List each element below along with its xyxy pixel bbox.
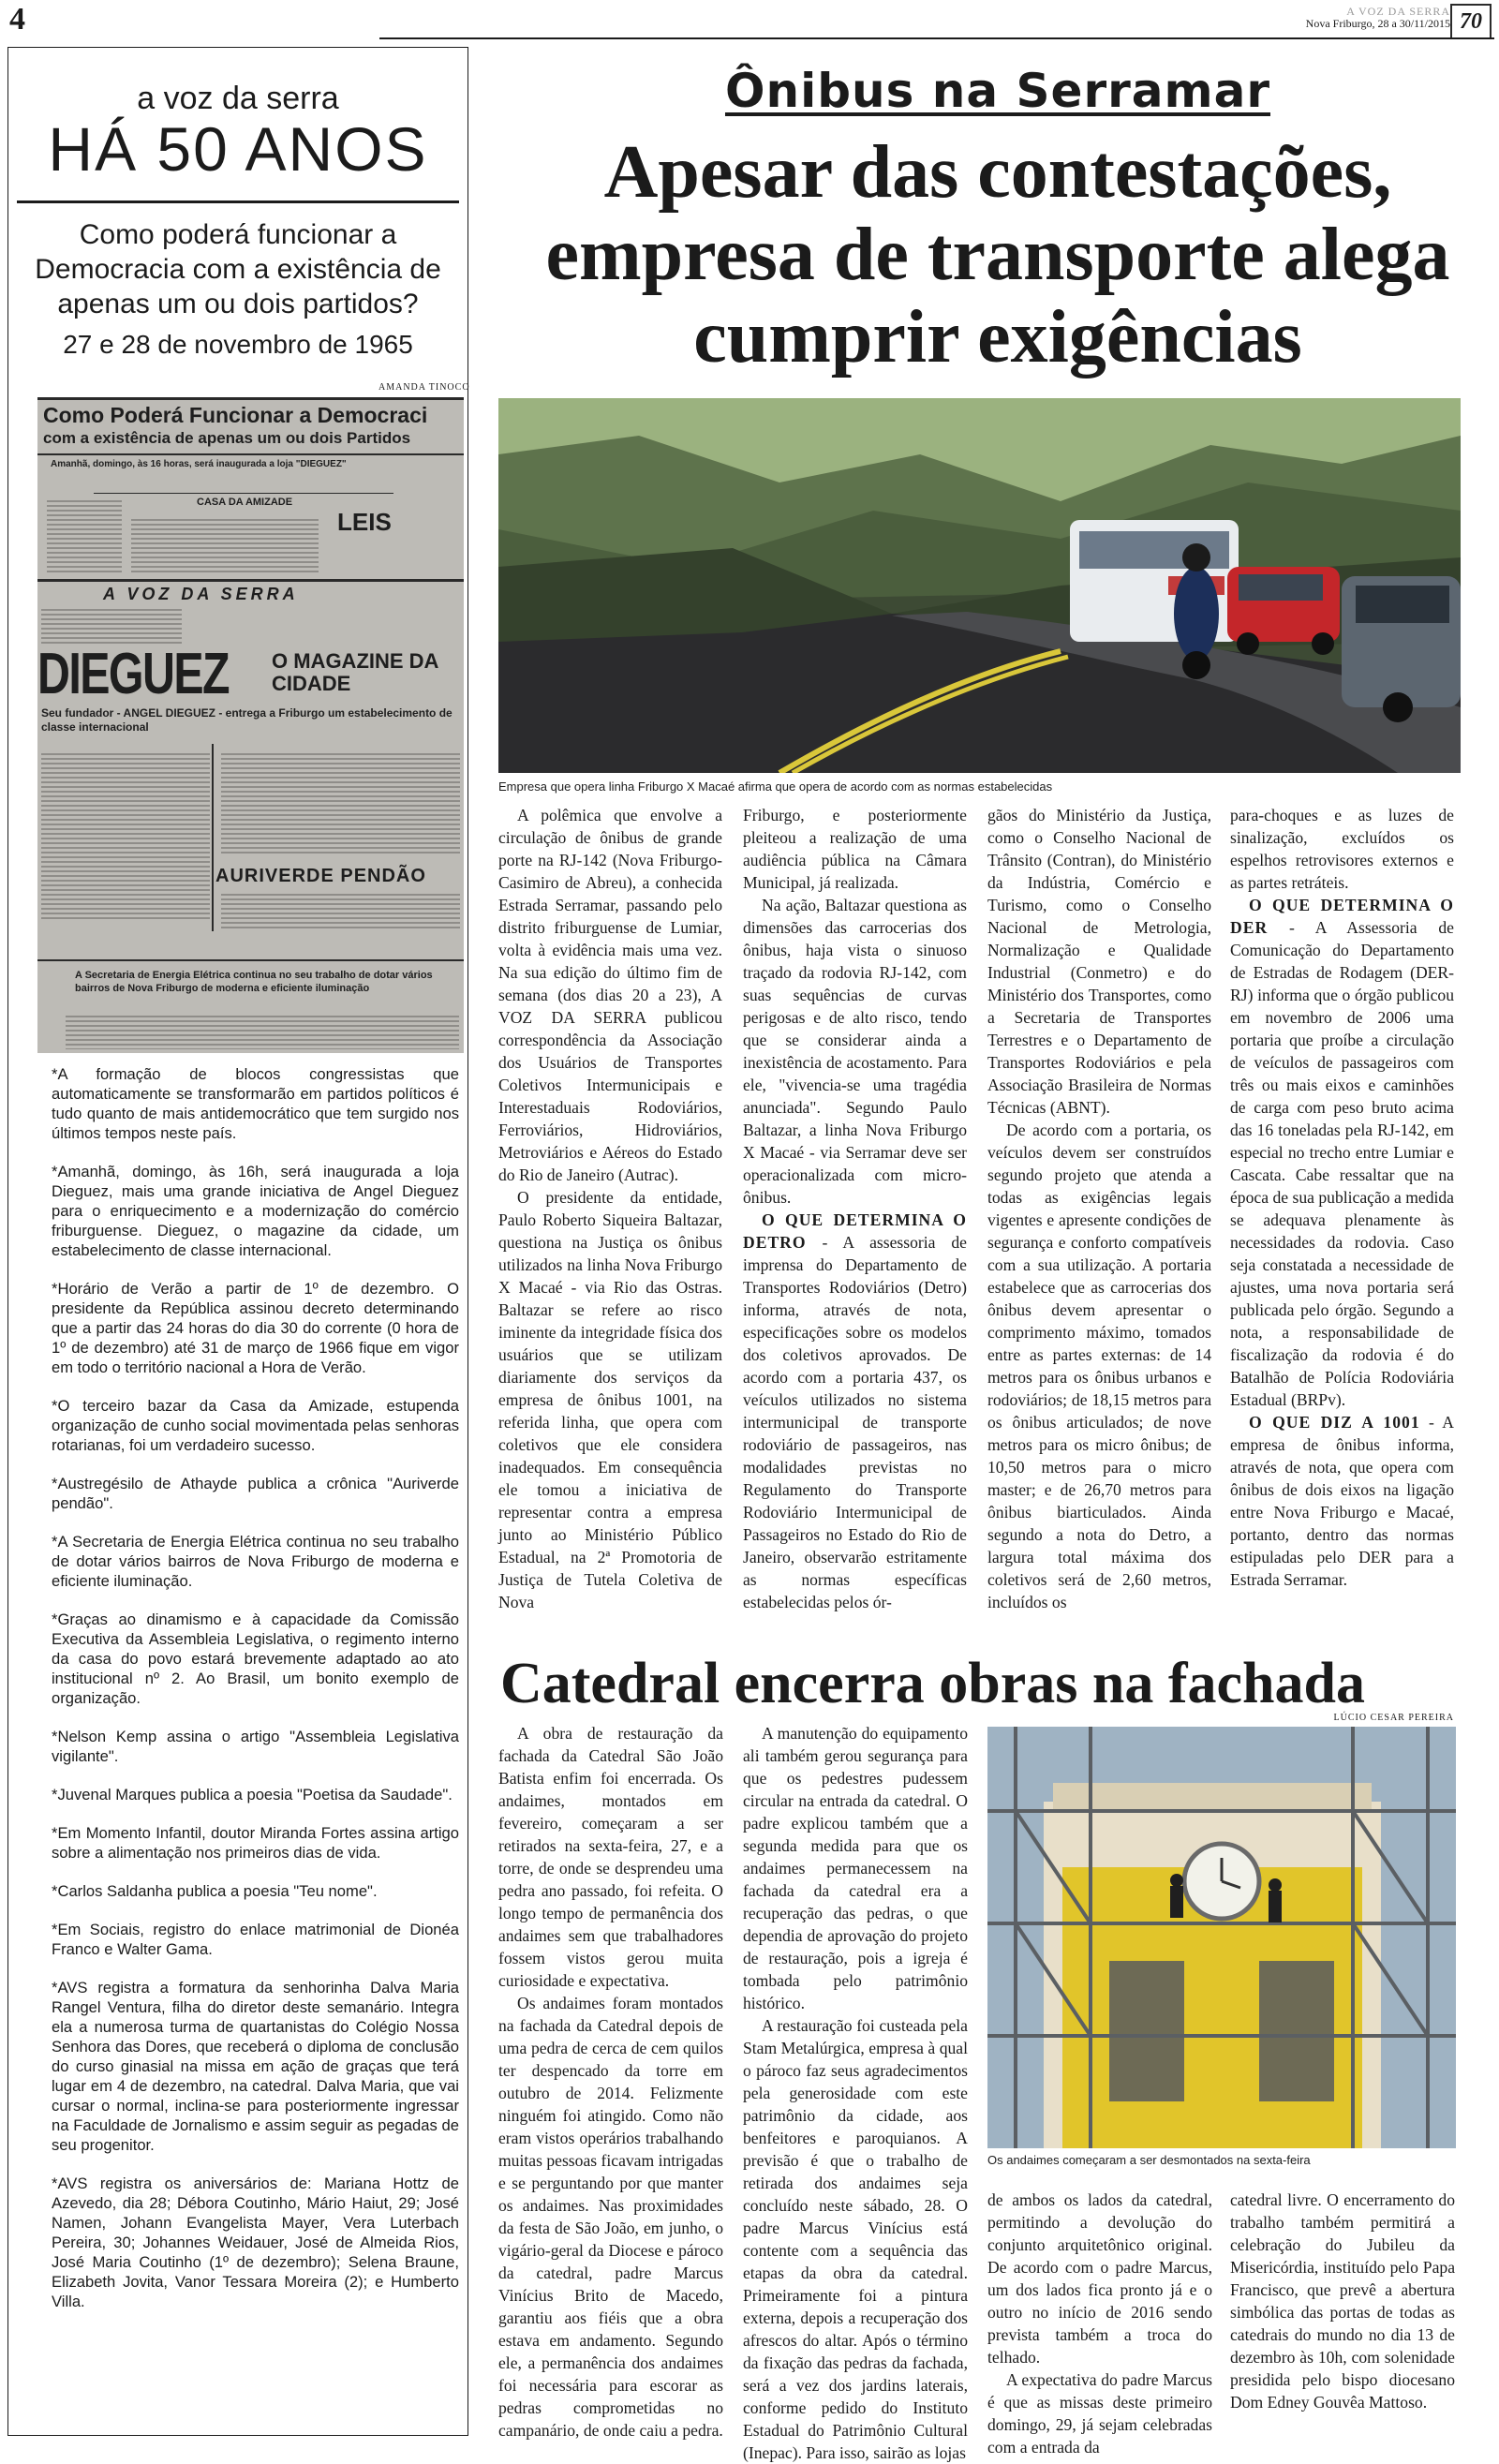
masthead-dateline: Nova Friburgo, 28 a 30/11/2015: [1305, 17, 1450, 30]
story1-headline: Apesar das contestações, empresa de transporte alega cumprir exigências: [545, 131, 1450, 379]
story1-paragraph: - A Assessoria de Comunicação do Departamento de Estradas de Rodagem (DER-RJ) informa que o órgão publicou em novembro de 2006 uma portaria que proíbe a circulação de veículos de passageiros com três ou mais eixos e caminhões de carga com peso bruto acima das 16 toneladas pela RJ-142, em especial no trecho entre Lumiar e Cascata. Cabe ressaltar que na época de sua publicação a medida se adequava plenamente às necessidades da rodovia. Caso seja constatada a necessidade de ajustes, uma nova portaria será publicada pelo órgão. Segundo a nota, a responsabilidade de fiscalização da rodovia é do Batalhão de Polícia Rodoviária Estadual (BRPv).: [1230, 918, 1454, 1409]
sidebar-note: *Carlos Saldanha publica a poesia "Teu nome".: [52, 1882, 378, 1900]
sidebar-note: *Austregésilo de Athayde publica a crônica "Auriverde pendão".: [52, 1475, 459, 1512]
sidebar-note: *Amanhã, domingo, às 16h, será inaugurada a loja Dieguez, mais uma grande iniciativa de Angel Dieguez para o enriquecimento e a modernização do comércio friburguense. Dieguez, o magazine da cidade, um estabelecimento de classe internacional.: [52, 1163, 459, 1259]
sidebar-title: HÁ 50 ANOS: [48, 114, 428, 184]
sidebar-note: *A formação de blocos congressistas que automaticamente se transformarão em partidos políticos é tudo quanto de mais antidemocrático que tem surgido nos últimos tempos neste país.: [52, 1065, 459, 1142]
story2-paragraph: A obra de restauração da fachada da Catedral São João Batista enfim foi encerrada. Os andaimes, montados em fevereiro, começaram a ser retirados na sexta-feira, 27, e a torre, de onde se desprendeu uma pedra ano passado, foi refeita. O longo tempo de permanência dos andaimes sem que trabalhadores fossem vistos gerou muita curiosidade e expectativa.: [498, 1724, 723, 1990]
clip-dieguez: DIEGUEZ: [37, 642, 230, 706]
clip-casa: CASA DA AMIZADE: [197, 497, 293, 508]
sidebar-note: *Nelson Kemp assina o artigo "Assembleia Legislativa vigilante".: [52, 1728, 459, 1765]
sidebar-kicker: a voz da serra: [137, 81, 339, 116]
story2-headline: Catedral encerra obras na fachada: [500, 1652, 1365, 1715]
subhead-detro: O QUE DETERMINA O DETRO: [743, 1210, 967, 1252]
story2-photo-credit: LÚCIO CESAR PEREIRA: [1333, 1713, 1454, 1723]
sidebar-note: *Em Momento Infantil, doutor Miranda Fortes assina artigo sobre a alimentação nos primeiros dias de vida.: [52, 1824, 459, 1862]
sidebar-date: 27 e 28 de novembro de 1965: [63, 330, 413, 359]
story1-column-2: [743, 804, 967, 1613]
sidebar-rule: [17, 200, 459, 203]
sidebar-headline: Como poderá funcionar a Democracia com a existência de apenas um ou dois partidos?: [35, 219, 441, 319]
clip-pendao: AURIVERDE PENDÃO: [215, 866, 426, 886]
sidebar-photo-credit: AMANDA TINOCO: [378, 382, 470, 393]
anniversary-logo: 70: [1450, 4, 1492, 39]
story2-paragraph: Os andaimes foram montados na fachada da Catedral depois de uma pedra de cerca de cem quilos ter despencado da torre em outubro de 2014. Felizmente ninguém foi atingido. Como não eram vistos operários trabalhando muitas pessoas ficavam intrigadas e se perguntando por que manter os andaimes. Nas proximidades da festa de São João, em junho, o vigário-geral da Diocese e pároco da catedral, padre Marcus Vinícius Brito de Macedo, garantiu aos fiéis que a obra estava em andamento. Segundo ele, a permanência dos andaimes foi necessária para escorar as pedras comprometidas no campanário, de onde caiu a pedra.: [498, 1994, 723, 2440]
sidebar-note: *AVS registra a formatura da senhorinha Dalva Maria Rangel Ventura, filha do diretor deste semanário. Integra ela a numerosa turma de quartanistas do Colégio Nossa Senhora das Dores, que receberá o diploma de conclusão do curso ginasial na missa em ação de graças que terá lugar em 4 de dezembro, na catedral. Dalva Maria, que vai cursar o normal, inclina-se para posteriormente ingressar na Faculdade de Jornalismo e assim seguir as pegadas de seu progenitor.: [52, 1979, 459, 2154]
story1-photo-caption: Empresa que opera linha Friburgo X Macaé afirma que opera de acordo com as normas estabelecidas: [498, 779, 1053, 794]
story2-paragraph: A manutenção do equipamento ali também gerou segurança para que os pedestres pudessem circular na entrada da catedral. O padre explicou também que a segunda medida para que os andaimes permanecessem na fachada da catedral era a recuperação das pedras, o que dependia de aprovação do projeto de restauração, pois a igreja é tombada pelo patrimônio histórico.: [743, 1724, 968, 2012]
story1-paragraph: para-choques e as luzes de sinalização, excluídos os espelhos retrovisores externos e as partes retráteis.: [1230, 806, 1454, 892]
story1-paragraph: A polêmica que envolve a circulação de ônibus de grande porte na RJ-142 (Nova Friburgo-Casimiro de Abreu), a conhecida Estrada Serramar, passando pelo distrito friburguense de Lumiar, volta à evidência mais uma vez. Na sua edição do último fim de semana (dos dias 20 a 23), A VOZ DA SERRA publicou correspondência da Associação dos Usuários de Transportes Coletivos Intermunicipais e Interestaduais Rodoviários, Ferroviários, Hidroviários, Metroviários e Aéreos do Estado do Rio de Janeiro (Autrac).: [498, 806, 722, 1184]
story2-column-1: [498, 1722, 723, 2442]
clip-founder: Seu fundador - ANGEL DIEGUEZ - entrega a Friburgo um estabelecimento de classe internacional: [41, 706, 453, 734]
story2-paragraph: catedral livre. O encerramento do trabalho também permitirá a celebração do Jubileu da Misericórdia, instituído pelo Papa Francisco, que prevê a abertura simbólica das portas de todas as catedrais do mundo no dia 13 de dezembro às 10h, com solenidade presidida pelo bispo diocesano Dom Edney Gouvêa Mattoso.: [1230, 2190, 1455, 2412]
story1-paragraph: Friburgo, e posteriormente pleiteou a realização de uma audiência pública na Câmara Municipal, já realizada.: [743, 806, 967, 892]
story1-column-4: [1230, 804, 1454, 1591]
cathedral-scaffold-photo: [987, 1727, 1456, 2148]
story2-column-4: [1230, 2189, 1455, 2413]
clip-headline-2: com a existência de apenas um ou dois Partidos: [43, 429, 411, 447]
sidebar-note: *Em Sociais, registro do enlace matrimonial de Dionéa Franco e Walter Gama.: [52, 1921, 459, 1958]
subhead-1001: O QUE DIZ A 1001: [1249, 1413, 1420, 1432]
story2-paragraph: A restauração foi custeada pela Stam Metalúrgica, empresa à qual o pároco faz seus agradecimentos pela generosidade com este patrimônio da cidade, aos benfeitores e paroquianos. A previsão é que o trabalho de retirada dos andaimes seja concluído neste sábado, 28. O padre Marcus Vinícius está contente com a sequência das etapas da obra da catedral. Primeiramente foi a pintura externa, depois a recuperação dos afrescos do altar. Após o término da fixação das pedras da fachada, será a vez dos jardins laterais, conforme pedido do Instituto Estadual do Patrimônio Cultural (Inepac). Para isso, sairão as lojas: [743, 2016, 968, 2462]
clip-subhead: Amanhã, domingo, às 16 horas, será inaugurada a loja "DIEGUEZ": [51, 459, 347, 469]
sidebar-note: *Horário de Verão a partir de 1º de dezembro. O presidente da República assinou decreto determinando que a partir das 24 horas do dia 30 do corrente (0 hora de 1º de dezembro) até 31 de março de 1966 fique em vigor em todo o território nacional a Hora de Verão.: [52, 1280, 459, 1376]
sidebar-notes: [52, 1064, 459, 2330]
story1-paragraph: gãos do Ministério da Justiça, como o Conselho Nacional de Trânsito (Contran), do Ministério da Indústria, Comércio e Turismo, como o Conselho Nacional de Metrologia, Normalização e Qualidade Industrial (Conmetro) e do Ministério dos Transportes, como a Secretaria de Transportes Terrestres e o Departamento de Transportes Rodoviários e pela Associação Brasileira de Normas Técnicas (ABNT).: [987, 806, 1211, 1117]
sidebar-note: *AVS registra os aniversários de: Mariana Hottz de Azevedo, dia 28; Débora Coutinho, Mário Haiut, 29; José Namen, Johann Evangelista Mayer, Vera Luterbach Pereira, 30; Johannes Weidauer, José de Almeida Rios, José Maria Coutinho (1º de dezembro); Selena Braune, Elizabeth Jovita, Vanor Tessara Moreira (2); e Humberto Villa.: [52, 2175, 459, 2310]
page-number: 4: [9, 2, 25, 37]
clip-magazine: O MAGAZINE DA CIDADE: [272, 649, 438, 695]
story1-kicker: Ônibus na Serramar: [724, 64, 1270, 118]
story2-column-3: [987, 2189, 1212, 2458]
story1-paragraph: - A empresa de ônibus informa, através de nota, que opera com ônibus de dois eixos na ligação entre Nova Friburgo e Macaé, portanto, dentro das normas estipuladas pelo DER para a Estrada Serramar.: [1230, 1413, 1454, 1589]
masthead: [1306, 6, 1450, 30]
story2-paragraph: A expectativa do padre Marcus é que as missas deste primeiro domingo, 29, já sejam celebradas com a entrada da: [987, 2370, 1212, 2457]
masthead-paper-name: A VOZ DA SERRA: [1346, 5, 1450, 18]
clip-headline-1: Como Poderá Funcionar a Democraci: [43, 403, 428, 427]
story1-paragraph: - A assessoria de imprensa do Departamento de Transportes Rodoviários (Detro) informa, através de nota, especificações sobre os modelos dos coletivos aprovados. De acordo com a portaria 437, os veículos utilizados no sistema intermunicipal de transporte rodoviário de passageiros, nas modalidades previstas no Regulamento do Transporte Rodoviário Intermunicipal de Passageiros no Estado do Rio de Janeiro, observarão estritamente as normas específicas estabelecidas pelos ór-: [743, 1233, 967, 1611]
sidebar-note: *O terceiro bazar da Casa da Amizade, estupenda organização de cunho social movimentada pelas senhoras rotarianas, foi um verdadeiro sucesso.: [52, 1397, 459, 1454]
story1-paragraph: De acordo com a portaria, os veículos devem ser construídos segundo projeto que atenda a todas as exigências legais vigentes e apresente condições de segurança e conforto compatíveis com a sua utilização. A portaria estabelece que as carrocerias dos ônibus devem apresentar o comprimento máximo, tomados entre as partes externas: de 14 metros para os ônibus urbanos e rodoviários; de 18,15 metros para os ônibus articulados; de nove metros para os micro ônibus; de 10,50 metros para o micro master; e de 26,70 metros para ônibus biarticulados. Ainda segundo a nota do Detro, a largura total máxima dos coletivos será de 2,60 metros, incluídos os: [987, 1121, 1211, 1611]
sidebar-note: *Juvenal Marques publica a poesia "Poetisa da Saudade".: [52, 1786, 453, 1803]
clip-energia: A Secretaria de Energia Elétrica continua no seu trabalho de dotar vários bairros de Nova Friburgo de moderna e eficiente iluminação: [75, 970, 433, 994]
sidebar-note: *A Secretaria de Energia Elétrica continua no seu trabalho de dotar vários bairros de Nova Friburgo de moderna e eficiente iluminação.: [52, 1533, 459, 1590]
story1-paragraph: O presidente da entidade, Paulo Roberto Siqueira Baltazar, questiona na Justiça os ônibus utilizados na linha Nova Friburgo X Macaé - via Rio das Ostras. Baltazar se refere ao risco iminente da integridade física dos usuários que se utilizam diariamente dos serviços da empresa de ônibus 1001, na referida linha, que opera com coletivos que ele considera inadequados. Em consequência ele tomou a iniciativa de representar contra a empresa junto ao Ministério Público Estadual, na 2ª Promotoria de Justiça de Tutela Coletiva de Nova: [498, 1188, 722, 1611]
clip-leis: LEIS: [337, 508, 392, 536]
story2-paragraph: de ambos os lados da catedral, permitindo a devolução do conjunto arquitetônico original. De acordo com o padre Marcus, um dos lados fica pronto já e o outro no início de 2016 sendo prevista também a troca do telhado.: [987, 2190, 1212, 2367]
story2-photo-caption: Os andaimes começaram a ser desmontados na sexta-feira: [987, 2153, 1311, 2167]
newspaper-clipping-photo: [37, 397, 464, 1053]
clip-paper: A VOZ DA SERRA: [103, 585, 299, 603]
sidebar-note: *Graças ao dinamismo e à capacidade da Comissão Executiva da Assembleia Legislativa, o regimento interno da casa do povo estará brevemente adaptado ao ato institucional nº 2. Ao Brasil, um bonito exemplo de organização.: [52, 1611, 459, 1707]
story2-column-2: [743, 1722, 968, 2464]
story1-paragraph: Na ação, Baltazar questiona as dimensões das carrocerias dos ônibus, haja vista o sinuoso traçado da rodovia RJ-142, com suas sequências de curvas perigosas e de alto risco, tendo que se considerar ainda a inexistência de acostamento. Para ele, "vivencia-se uma tragédia anunciada". Segundo Paulo Baltazar, a linha Nova Friburgo X Macaé - via Serramar deve ser operacionalizada com micro-ônibus.: [743, 896, 967, 1207]
story1-column-1: [498, 804, 722, 1613]
header-rule: [379, 37, 1494, 39]
road-photo: [498, 398, 1461, 773]
story1-column-3: [987, 804, 1211, 1613]
subhead-der: O QUE DETERMINA O DER: [1230, 896, 1454, 937]
